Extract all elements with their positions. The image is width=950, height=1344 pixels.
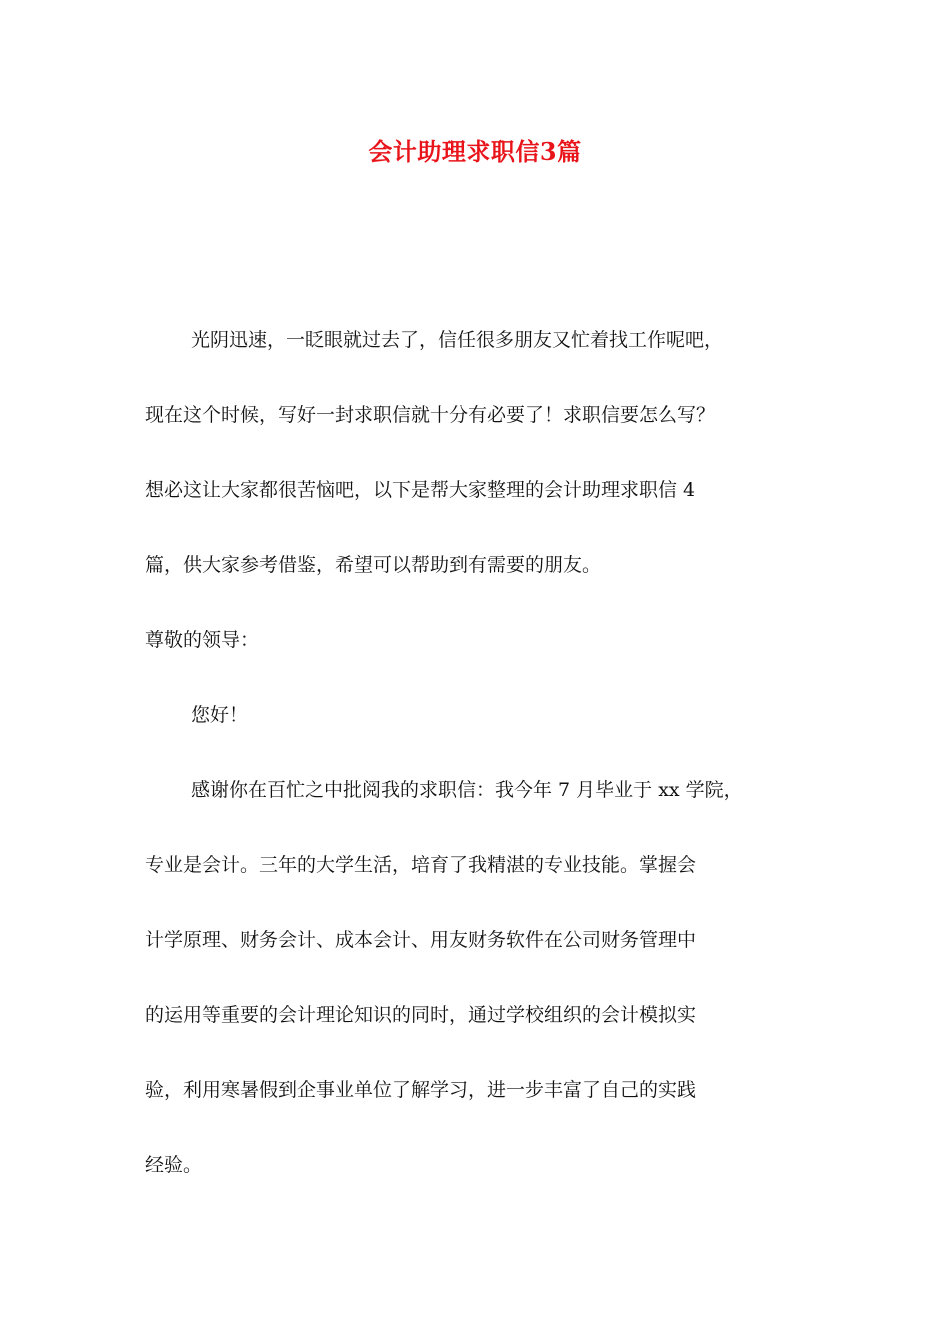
document-title: 会计助理求职信3篇: [368, 137, 582, 166]
text-line: 现在这个时候，写好一封求职信就十分有必要了！求职信要怎么写？: [145, 404, 716, 426]
greeting: [145, 697, 835, 772]
text-line: 感谢你在百忙之中批阅我的求职信：我今年 7 月毕业于 xx 学院，: [191, 779, 743, 801]
text-line: 篇，供大家参考借鉴，希望可以帮助到有需要的朋友。: [145, 554, 602, 576]
salutation: [145, 622, 835, 697]
text-line: 想必这让大家都很苦恼吧，以下是帮大家整理的会计助理求职信 4: [145, 479, 696, 501]
intro-paragraph: [145, 322, 835, 622]
text-line: 的运用等重要的会计理论知识的同时，通过学校组织的会计模拟实: [145, 1004, 697, 1026]
letter-paragraph: [145, 772, 835, 1222]
text-line: 经验。: [145, 1154, 203, 1176]
document-body: [145, 322, 835, 1222]
text-line: 您好！: [191, 704, 249, 726]
text-line: 尊敬的领导：: [145, 629, 260, 651]
text-line: 光阴迅速，一眨眼就过去了，信任很多朋友又忙着找工作呢吧，: [191, 329, 724, 351]
text-line: 验，利用寒暑假到企事业单位了解学习，进一步丰富了自己的实践: [145, 1079, 697, 1101]
text-line: 专业是会计。三年的大学生活，培育了我精湛的专业技能。掌握会: [145, 854, 697, 876]
text-line: 计学原理、财务会计、成本会计、用友财务软件在公司财务管理中: [145, 929, 697, 951]
